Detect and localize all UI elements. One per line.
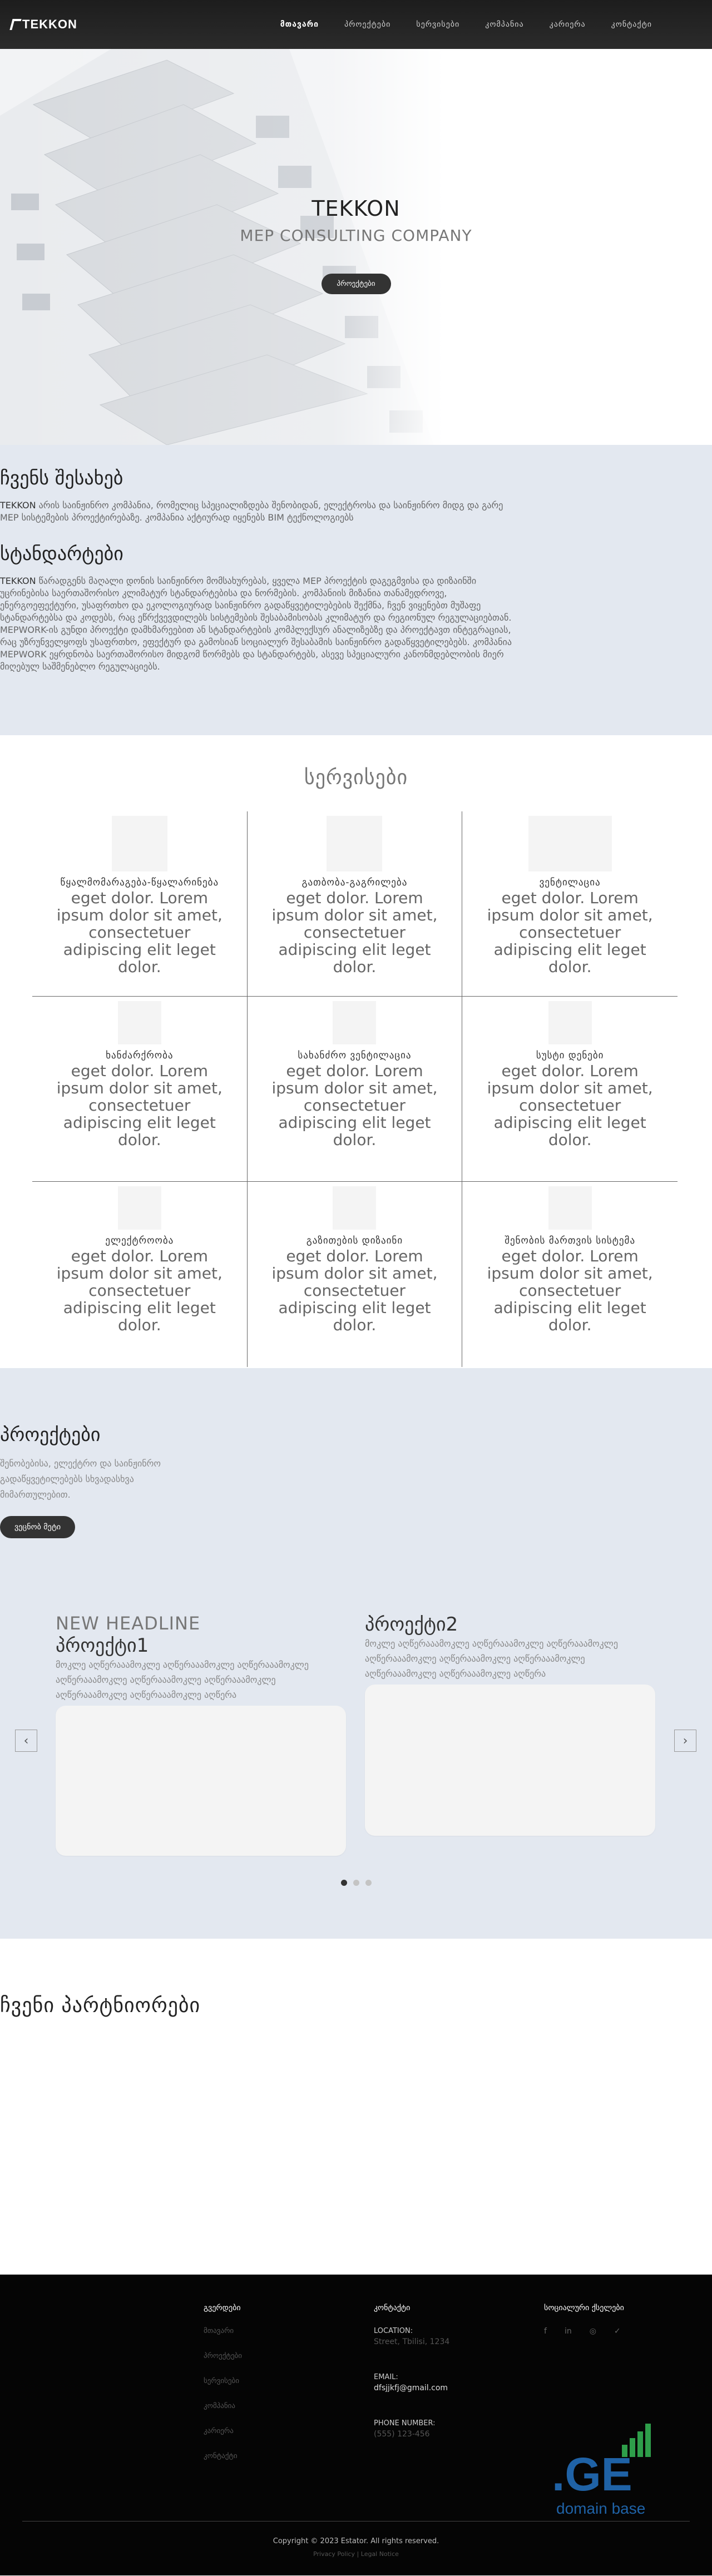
fire-ventilation-icon [333,1001,376,1044]
facebook-icon[interactable]: f [544,2327,547,2336]
logo-text: TEKKON [22,17,77,31]
footer-contact-column [374,2303,449,2465]
low-voltage-icon [548,1001,592,1044]
email-label: EMAIL: [374,2373,398,2381]
footer-social-column [544,2303,624,2336]
gas-design-icon [333,1186,376,1230]
view-more-button[interactable]: ვეცნობ მეტი [0,1516,75,1538]
service-description: eget dolor. Lorem ipsum dolor sit amet, consectetuer adipiscing elit leget dolor. [56,1247,222,1334]
services-title: სერვისები [304,766,408,789]
instagram-icon[interactable]: ◎ [589,2327,596,2336]
footer-social-heading: სოციალური ქსელები [544,2303,624,2312]
water-supply-icon [112,816,167,871]
site-footer [0,2275,712,2575]
carousel-dots [0,1880,712,1886]
service-description: eget dolor. Lorem ipsum dolor sit amet, consectetuer adipiscing elit leget dolor. [487,1062,653,1149]
nav-item-company[interactable]: კომპანია [485,20,524,29]
carousel-prev-arrow[interactable] [15,1730,37,1752]
about-paragraph [0,499,512,524]
footer-link-projects[interactable]: პროექტები [204,2352,242,2360]
projects-intro: შენობებისა, ელექტრო და საინჟინრო გადაწყვეტილებებს სხვადასხვა მიმართულებით. [0,1458,161,1500]
service-card[interactable] [462,1182,678,1367]
service-card[interactable] [248,997,463,1182]
logo[interactable] [11,17,77,32]
project-slide[interactable] [365,1613,655,1836]
carousel-dot[interactable] [341,1880,347,1886]
twitter-icon[interactable]: ✓ [614,2327,621,2336]
footer-link-contact[interactable]: კონტაქტი [204,2452,238,2460]
nav-item-services[interactable]: სერვისები [416,20,460,29]
services-grid [32,811,678,1367]
services-section [0,735,712,1368]
project-slide[interactable] [56,1613,346,1856]
footer-link-home[interactable]: მთავარი [204,2327,234,2335]
hvac-icon [327,816,382,871]
hero-content [0,196,712,294]
linkedin-icon[interactable]: in [564,2327,572,2336]
hero-section [0,49,712,445]
service-card[interactable] [248,811,463,997]
service-name: გათბობა-გაგრილება [301,877,408,888]
standards-brand: TEKKON [0,576,36,586]
nav-item-contact[interactable]: კონტაქტი [611,20,652,29]
hero-projects-button[interactable]: პროექტები [322,274,391,294]
service-card[interactable] [462,997,678,1182]
service-description: eget dolor. Lorem ipsum dolor sit amet, consectetuer adipiscing elit leget dolor. [56,889,222,976]
copyright: Copyright © 2023 Estator. All rights reserved. [273,2537,439,2545]
location-value: Street, Tbilisi, 1234 [374,2337,450,2346]
service-name: ვენტილაცია [539,877,601,888]
service-card[interactable] [32,811,248,997]
service-name: ელექტროობა [105,1235,174,1246]
partners-section [0,1939,712,2275]
nav-item-home[interactable]: მთავარი [280,20,319,29]
footer-link-career[interactable]: კარიერა [204,2427,234,2435]
carousel-dot[interactable] [353,1880,359,1886]
ge-logo-text: .GE [552,2448,632,2500]
policy-links[interactable]: Privacy Policy | Legal Notice [313,2550,399,2558]
nav-item-career[interactable]: კარიერა [549,20,586,29]
logo-mark-icon [9,19,21,30]
footer-link-company[interactable]: კომპანია [204,2402,235,2410]
service-card[interactable] [462,811,678,997]
project-image-placeholder [56,1706,346,1856]
standards-heading: სტანდარტები [0,543,123,565]
email-value[interactable]: dfsjjkfj@gmail.com [374,2384,448,2392]
location-label: LOCATION: [374,2327,413,2335]
footer-contact-heading: კონტაქტი [374,2303,411,2312]
hero-title: TEKKON [312,196,400,221]
service-description: eget dolor. Lorem ipsum dolor sit amet, consectetuer adipiscing elit leget dolor. [56,1062,222,1149]
service-name: სუსტი დენები [536,1050,604,1061]
chevron-left-icon: ‹ [23,1733,29,1748]
footer-nav-column [204,2303,242,2477]
carousel-next-arrow[interactable] [674,1730,696,1752]
service-name: სახანძრო ვენტილაცია [298,1050,412,1061]
main-nav [268,20,665,29]
bms-icon [548,1186,592,1230]
service-name: ხანძარქრობა [106,1050,174,1061]
slide-title: პროექტი2 [365,1613,458,1636]
service-card[interactable] [32,997,248,1182]
service-card[interactable] [32,1182,248,1367]
fire-suppression-icon [118,1001,161,1044]
footer-nav-heading: გვერდები [204,2303,241,2312]
domain-ge-logo[interactable] [551,2412,673,2524]
projects-carousel [0,1613,712,1891]
projects-section [0,1368,712,1939]
service-name: გაზითების დიზაინი [306,1235,403,1246]
carousel-dot[interactable] [365,1880,372,1886]
hero-subtitle: MEP CONSULTING COMPANY [240,226,472,245]
nav-item-projects[interactable]: პროექტები [344,20,391,29]
service-description: eget dolor. Lorem ipsum dolor sit amet, consectetuer adipiscing elit leget dolor. [271,1062,438,1149]
standards-text: წარადგენს მაღალი დონის საინჟინრო მომსახურებას, ყველა MEP პროექტის დაგეგმვისა და დიზაინში უცრინებისა საერთაშორისო კლიმატურ სტანდარტებისა და ნორმების. კომპანიის მიზანია თანამედროვე, ენერგოეფექტური, უსაფრთხო და ეკოლოგიურად საინჟინრო გადაწყვეტილებების შექმნა, ჩვენ ვიყენებთ მუშაფე სტანდარტებსა და კოდებს, რაც ეწრქვევდილებს სისტემების შესაბამისობას კლიმატურ და რეგიონულ რეგულაციებთან. MEPWORK-ის გუნდი პროექტი დამხმარეებით ან სტანდარტების კომპლექსურ ანალიზებზე და პროექტავთ ინტეგრაციას, რაც უზრუნველყოფს უსაფრთხო, ეფექტურ და გამოსიან სოციალურ შესაბამის საინჟინრო გადაწყვეტილებებს. კომპანია MEPWORK ეყრდნობა საერთაშორისო მიდგომ წორმებს და სტანდარტებს, ასევე სპეციალური კანონმდებლობის მიერ მიღებულ საშმენებლო რეგულაციებს. [0,576,512,672]
slide-text: მოკლე აღწერააამოკლე აღწერააამოკლე აღწერააამოკლე აღწერააამოკლე აღწერააამოკლე აღწერააამოკლე აღწერააამოკლე აღწერააამოკლე აღწერა [56,1659,309,1700]
project-image-placeholder [365,1685,655,1836]
ge-logo-subtext: domain base [556,2500,646,2517]
chevron-right-icon: › [683,1733,688,1748]
service-description: eget dolor. Lorem ipsum dolor sit amet, consectetuer adipiscing elit leget dolor. [487,1247,653,1334]
about-heading: ჩვენს შესახებ [0,467,123,489]
about-section [0,445,712,735]
footer-link-services[interactable]: სერვისები [204,2377,239,2385]
about-brand: TEKKON [0,500,36,511]
slide-title: პროექტი1 [56,1634,149,1657]
phone-label: PHONE NUMBER: [374,2419,436,2428]
standards-paragraph [0,575,512,673]
service-description: eget dolor. Lorem ipsum dolor sit amet, consectetuer adipiscing elit leget dolor. [271,1247,438,1334]
service-description: eget dolor. Lorem ipsum dolor sit amet, consectetuer adipiscing elit leget dolor. [487,889,653,976]
electricity-icon [118,1186,161,1230]
service-name: შენობის მართვის სისტემა [505,1235,636,1246]
phone-value[interactable]: (555) 123-456 [374,2430,430,2439]
service-description: eget dolor. Lorem ipsum dolor sit amet, consectetuer adipiscing elit leget dolor. [271,889,438,976]
ventilation-icon [528,816,612,871]
slide-headline: NEW HEADLINE [56,1613,201,1634]
social-links [544,2327,624,2336]
site-header [0,0,712,49]
slide-text: მოკლე აღწერააამოკლე აღწერააამოკლე აღწერააამოკლე აღწერააამოკლე აღწერააამოკლე აღწერააამოკლე აღწერააამოკლე აღწერააამოკლე აღწერა [365,1638,618,1679]
about-text: არის საინჟინრო კომპანია, რომელიც სპეციალიზდება შენობიდან, ელექტროსა და საინჟინრო მიდგ და გარე MEP სისტემების პროექტირებაზე. კომპანია აქტიურად იყენებს BIM ტექნოლოგიებს [0,500,503,523]
service-name: წყალმომარაგება-წყალარინება [60,877,219,888]
service-card[interactable] [248,1182,463,1367]
partners-heading: ჩვენი პარტნიორები [0,1994,201,2017]
projects-heading: პროექტები [0,1424,101,1446]
